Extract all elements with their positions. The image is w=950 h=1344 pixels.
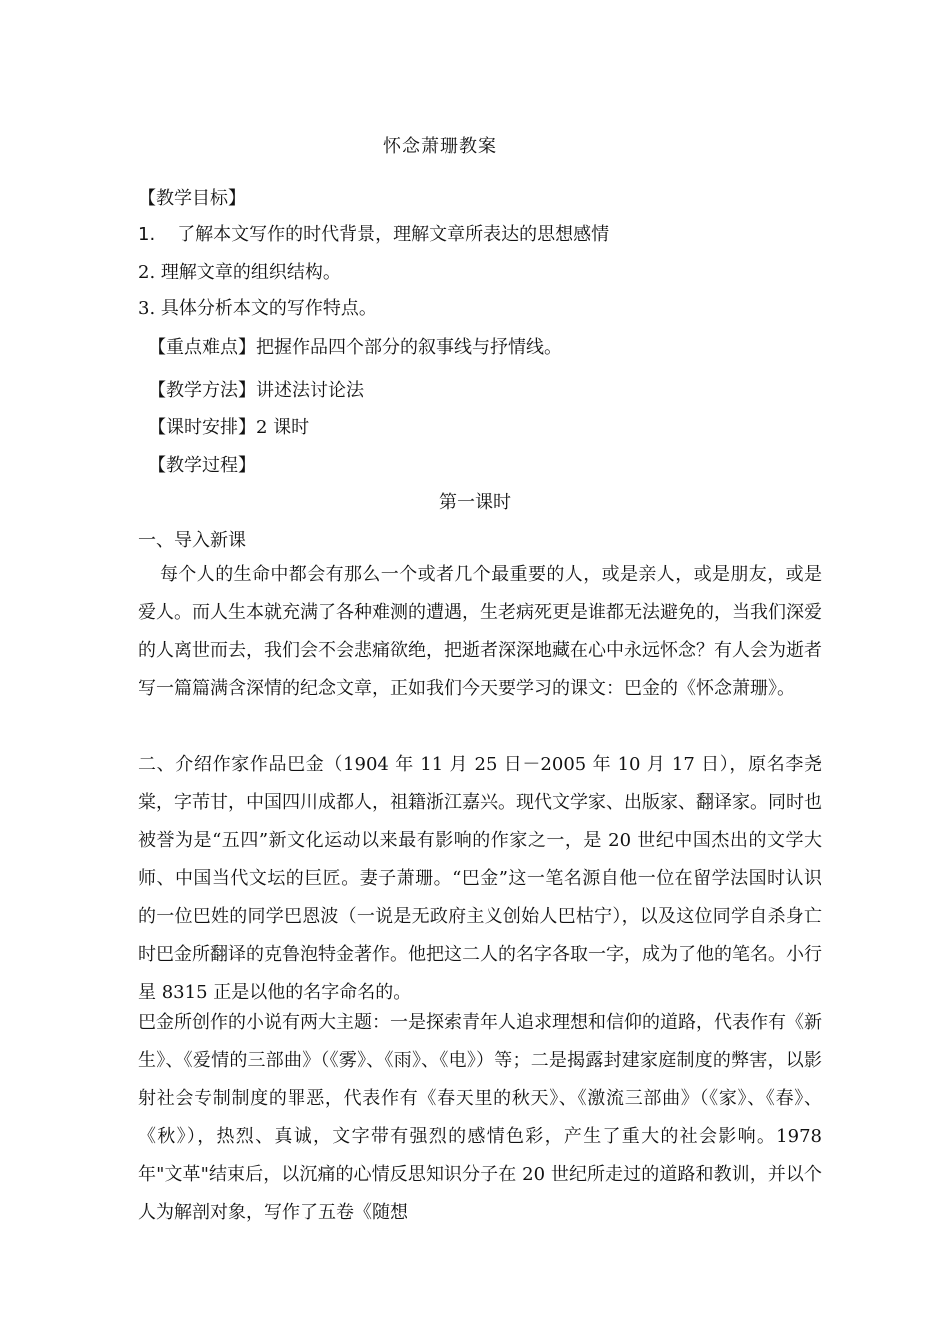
objective-3: 3. 具体分析本文的写作特点。	[138, 298, 377, 319]
objectives-heading: 【教学目标】	[138, 188, 246, 209]
objective-1-text: 了解本文写作的时代背景，理解文章所表达的思想感情	[177, 224, 610, 245]
objective-1-number: 1.	[138, 224, 156, 245]
key-points: 【重点难点】把握作品四个部分的叙事线与抒情线。	[148, 337, 562, 358]
objective-1	[138, 220, 609, 246]
lesson-schedule: 【课时安排】2 课时	[148, 417, 310, 438]
section-3-paragraph: 巴金所创作的小说有两大主题：一是探索青年人追求理想和信仰的道路，代表作有《新生》、《爱情的三部曲》（《雾》、《雨》、《电》）等；二是揭露封建家庭制度的弊害，以影射社会专制制度的罪恶，代表作有《春天里的秋天》、《激流三部曲》（《家》、《春》、《秋》），热烈、真诚，文字带有强烈的感情色彩，产生了重大的社会影响。1978 年"文革"结束后，以沉痛的心情反思知识分子在 20 世纪所走过的道路和教训，并以个人为解剖对象，写作了五卷《随想	[138, 1012, 822, 1223]
teaching-methods: 【教学方法】讲述法讨论法	[148, 380, 364, 401]
section-1-paragraph: 每个人的生命中都会有那么一个或者几个最重要的人，或是亲人，或是朋友，或是爱人。而人生本就充满了各种难测的遭遇，生老病死更是谁都无法避免的，当我们深爱的人离世而去，我们会不会悲痛欲绝，把逝者深深地藏在心中永远怀念？有人会为逝者写一篇篇满含深情的纪念文章，正如我们今天要学习的课文：巴金的《怀念萧珊》。	[138, 564, 822, 699]
process-heading: 【教学过程】	[148, 455, 256, 476]
objective-2: 2. 理解文章的组织结构。	[138, 262, 341, 283]
section-2-paragraph: 二、介绍作家作品巴金（1904 年 11 月 25 日－2005 年 10 月 17 日），原名李尧棠，字芾甘，中国四川成都人，祖籍浙江嘉兴。现代文学家、出版家、翻译家。同时也被誉为是“五四”新文化运动以来最有影响的作家之一，是 20 世纪中国杰出的文学大师、中国当代文坛的巨匠。妻子萧珊。“巴金”这一笔名源自他一位在留学法国时认识的一位巴姓的同学巴恩波（一说是无政府主义创始人巴枯宁），以及这位同学自杀身亡时巴金所翻译的克鲁泡特金著作。他把这二人的名字各取一字，成为了他的笔名。小行星 8315 正是以他的名字命名的。	[138, 754, 822, 1003]
document-title: 怀念萧珊教案	[383, 136, 497, 157]
section-1-heading: 一、导入新课	[138, 530, 246, 551]
lesson-one-heading: 第一课时	[439, 492, 511, 513]
